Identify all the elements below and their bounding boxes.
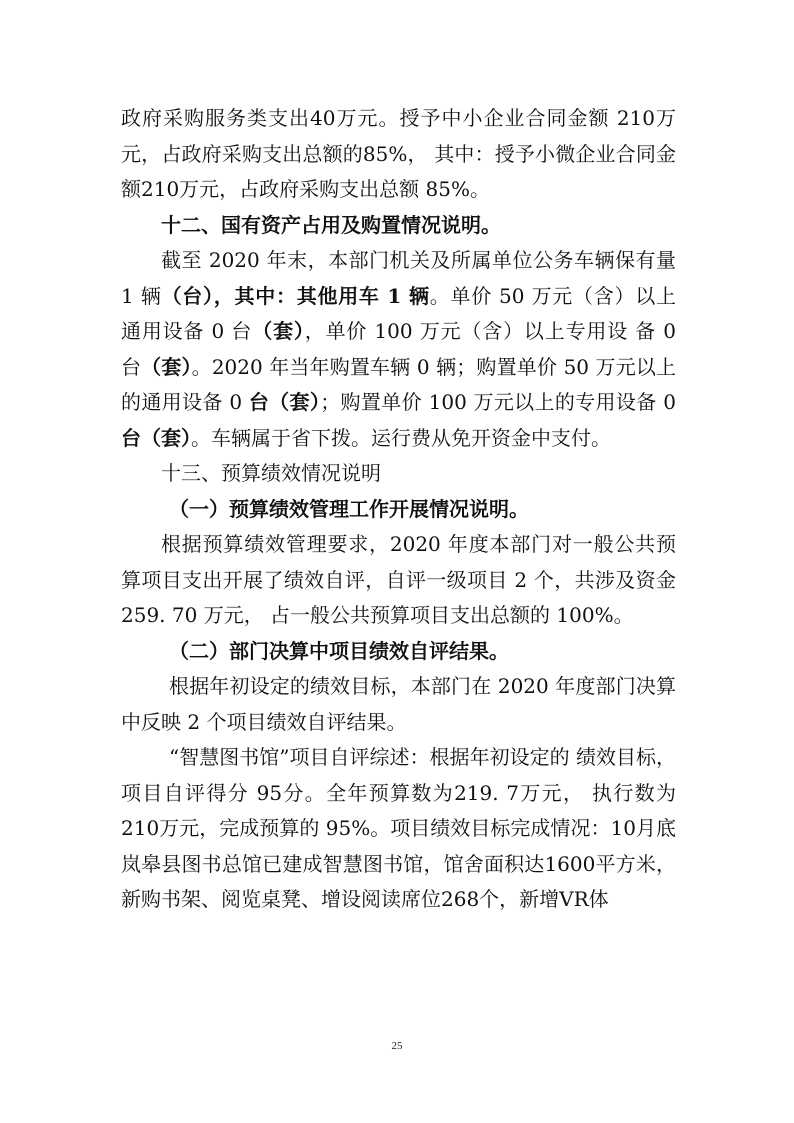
paragraph-smart-library: “智慧图书馆”项目自评综述：根据年初设定的 绩效目标，项目自评得分 95分。全年预算数为219. 7万元， 执行数为210万元，完成预算的 95%。项目绩效目标完成情况：10月底岚皋县图书总馆已建成智慧图书馆，馆舍面积达1600平方米，新购书架、阅览桌凳、增设阅读席位268个，新增VR体	[121, 745, 676, 911]
paragraph-procurement: 政府采购服务类支出40万元。授予中小企业合同金额 210万元，占政府采购支出总额的85%， 其中：授予小微企业合同金额210万元，占政府采购支出总额 85%。	[121, 106, 676, 201]
paragraph-assets: 截至 2020 年末，本部门机关及所属单位公务车辆保有量 1 辆（台），其中：其他用车 1 辆。单价 50 万元（含）以上通用设备 0 台（套），单价 100 万元（含）以上专用设 备 0 台（套）。2020 年当年购置车辆 0 辆；购置单价 50 万元以上的通用设备 0 台（套）；购置单价 100 万元以上的专用设备 0 台（套）。车辆属于省下拨。运行费从免开资金中支付。	[121, 248, 677, 450]
heading-13: 十三、预算绩效情况说明	[161, 461, 381, 485]
body-text	[121, 101, 676, 918]
heading-13-2: （二）部门决算中项目绩效自评结果。	[169, 638, 509, 663]
heading-13-1: （一）预算绩效管理工作开展情况说明。	[169, 496, 529, 521]
page-number: 25	[391, 1040, 403, 1052]
paragraph-results: 根据年初设定的绩效目标，本部门在 2020 年度部门决算中反映 2 个项目绩效自评结果。	[121, 674, 676, 734]
heading-12: 十二、国有资产占用及购置情况说明。	[161, 212, 501, 237]
paragraph-performance: 根据预算绩效管理要求，2020 年度本部门对一般公共预算项目支出开展了绩效自评，自评一级项目 2 个，共涉及资金 259. 70 万元， 占一般公共预算项目支出总额的 100%。	[121, 532, 676, 627]
